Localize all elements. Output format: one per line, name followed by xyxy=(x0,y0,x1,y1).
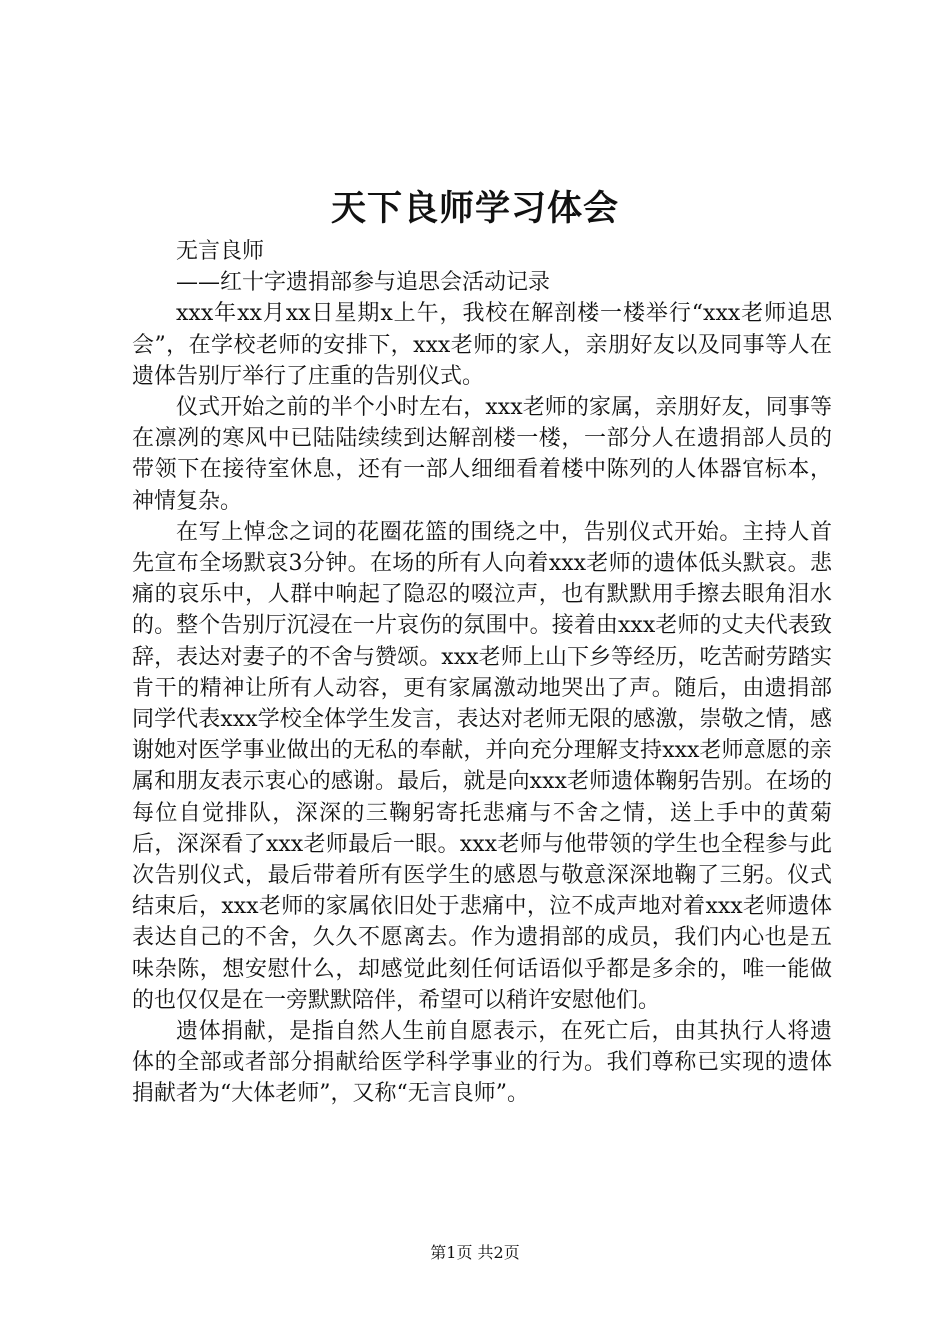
subtitle-line: ——红十字遗捐部参与追思会活动记录 xyxy=(176,270,551,296)
document-body xyxy=(132,236,832,1110)
paragraph: 遗体捐献，是指自然人生前自愿表示，在死亡后，由其执行人将遗体的全部或者部分捐献给医学科学事业的行为。我们尊称已实现的遗体捐献者为“大体老师”，又称“无言良师”。 xyxy=(132,1019,832,1107)
paragraph: 在写上悼念之词的花圈花篮的围绕之中，告别仪式开始。主持人首先宣布全场默哀3分钟。在场的所有人向着xxx老师的遗体低头默哀。悲痛的哀乐中，人群中响起了隐忍的啜泣声，也有默默用手擦去眼角泪水的。整个告别厅沉浸在一片哀伤的氛围中。接着由xxx老师的丈夫代表致辞，表达对妻子的不舍与赞颂。xxx老师上山下乡等经历，吃苦耐劳踏实肯干的精神让所有人动容，更有家属激动地哭出了声。随后，由遗捐部同学代表xxx学校全体学生发言，表达对老师无限的感激，崇敬之情，感谢她对医学事业做出的无私的奉献，并向充分理解支持xxx老师意愿的亲属和朋友表示衷心的感谢。最后，就是向xxx老师遗体鞠躬告别。在场的每位自觉排队，深深的三鞠躬寄托悲痛与不舍之情，送上手中的黄菊后，深深看了xxx老师最后一眼。xxx老师与他带领的学生也全程参与此次告别仪式，最后带着所有医学生的感恩与敬意深深地鞠了三躬。仪式结束后，xxx老师的家属依旧处于悲痛中，泣不成声地对着xxx老师遗体表达自己的不舍，久久不愿离去。作为遗捐部的成员，我们内心也是五味杂陈，想安慰什么，却感觉此刻任何话语似乎都是多余的，唯一能做的也仅仅是在一旁默默陪伴，希望可以稍许安慰他们。 xyxy=(132,519,832,1013)
paragraph: xxx年xx月xx日星期x上午，我校在解剖楼一楼举行“xxx老师追思会”，在学校老师的安排下，xxx老师的家人，亲朋好友以及同事等人在遗体告别厅举行了庄重的告别仪式。 xyxy=(132,301,832,389)
subtitle-line: 无言良师 xyxy=(176,239,265,264)
page-footer: 第1页 共2页 xyxy=(430,1243,520,1262)
paragraph: 仪式开始之前的半个小时左右，xxx老师的家属，亲朋好友，同事等在凛冽的寒风中已陆陆续续到达解剖楼一楼，一部分人在遗捐部人员的带领下在接待室休息，还有一部人细细看着楼中陈列的人体器官标本，神情复杂。 xyxy=(132,395,832,514)
document-title: 天下良师学习体会 xyxy=(330,188,619,229)
